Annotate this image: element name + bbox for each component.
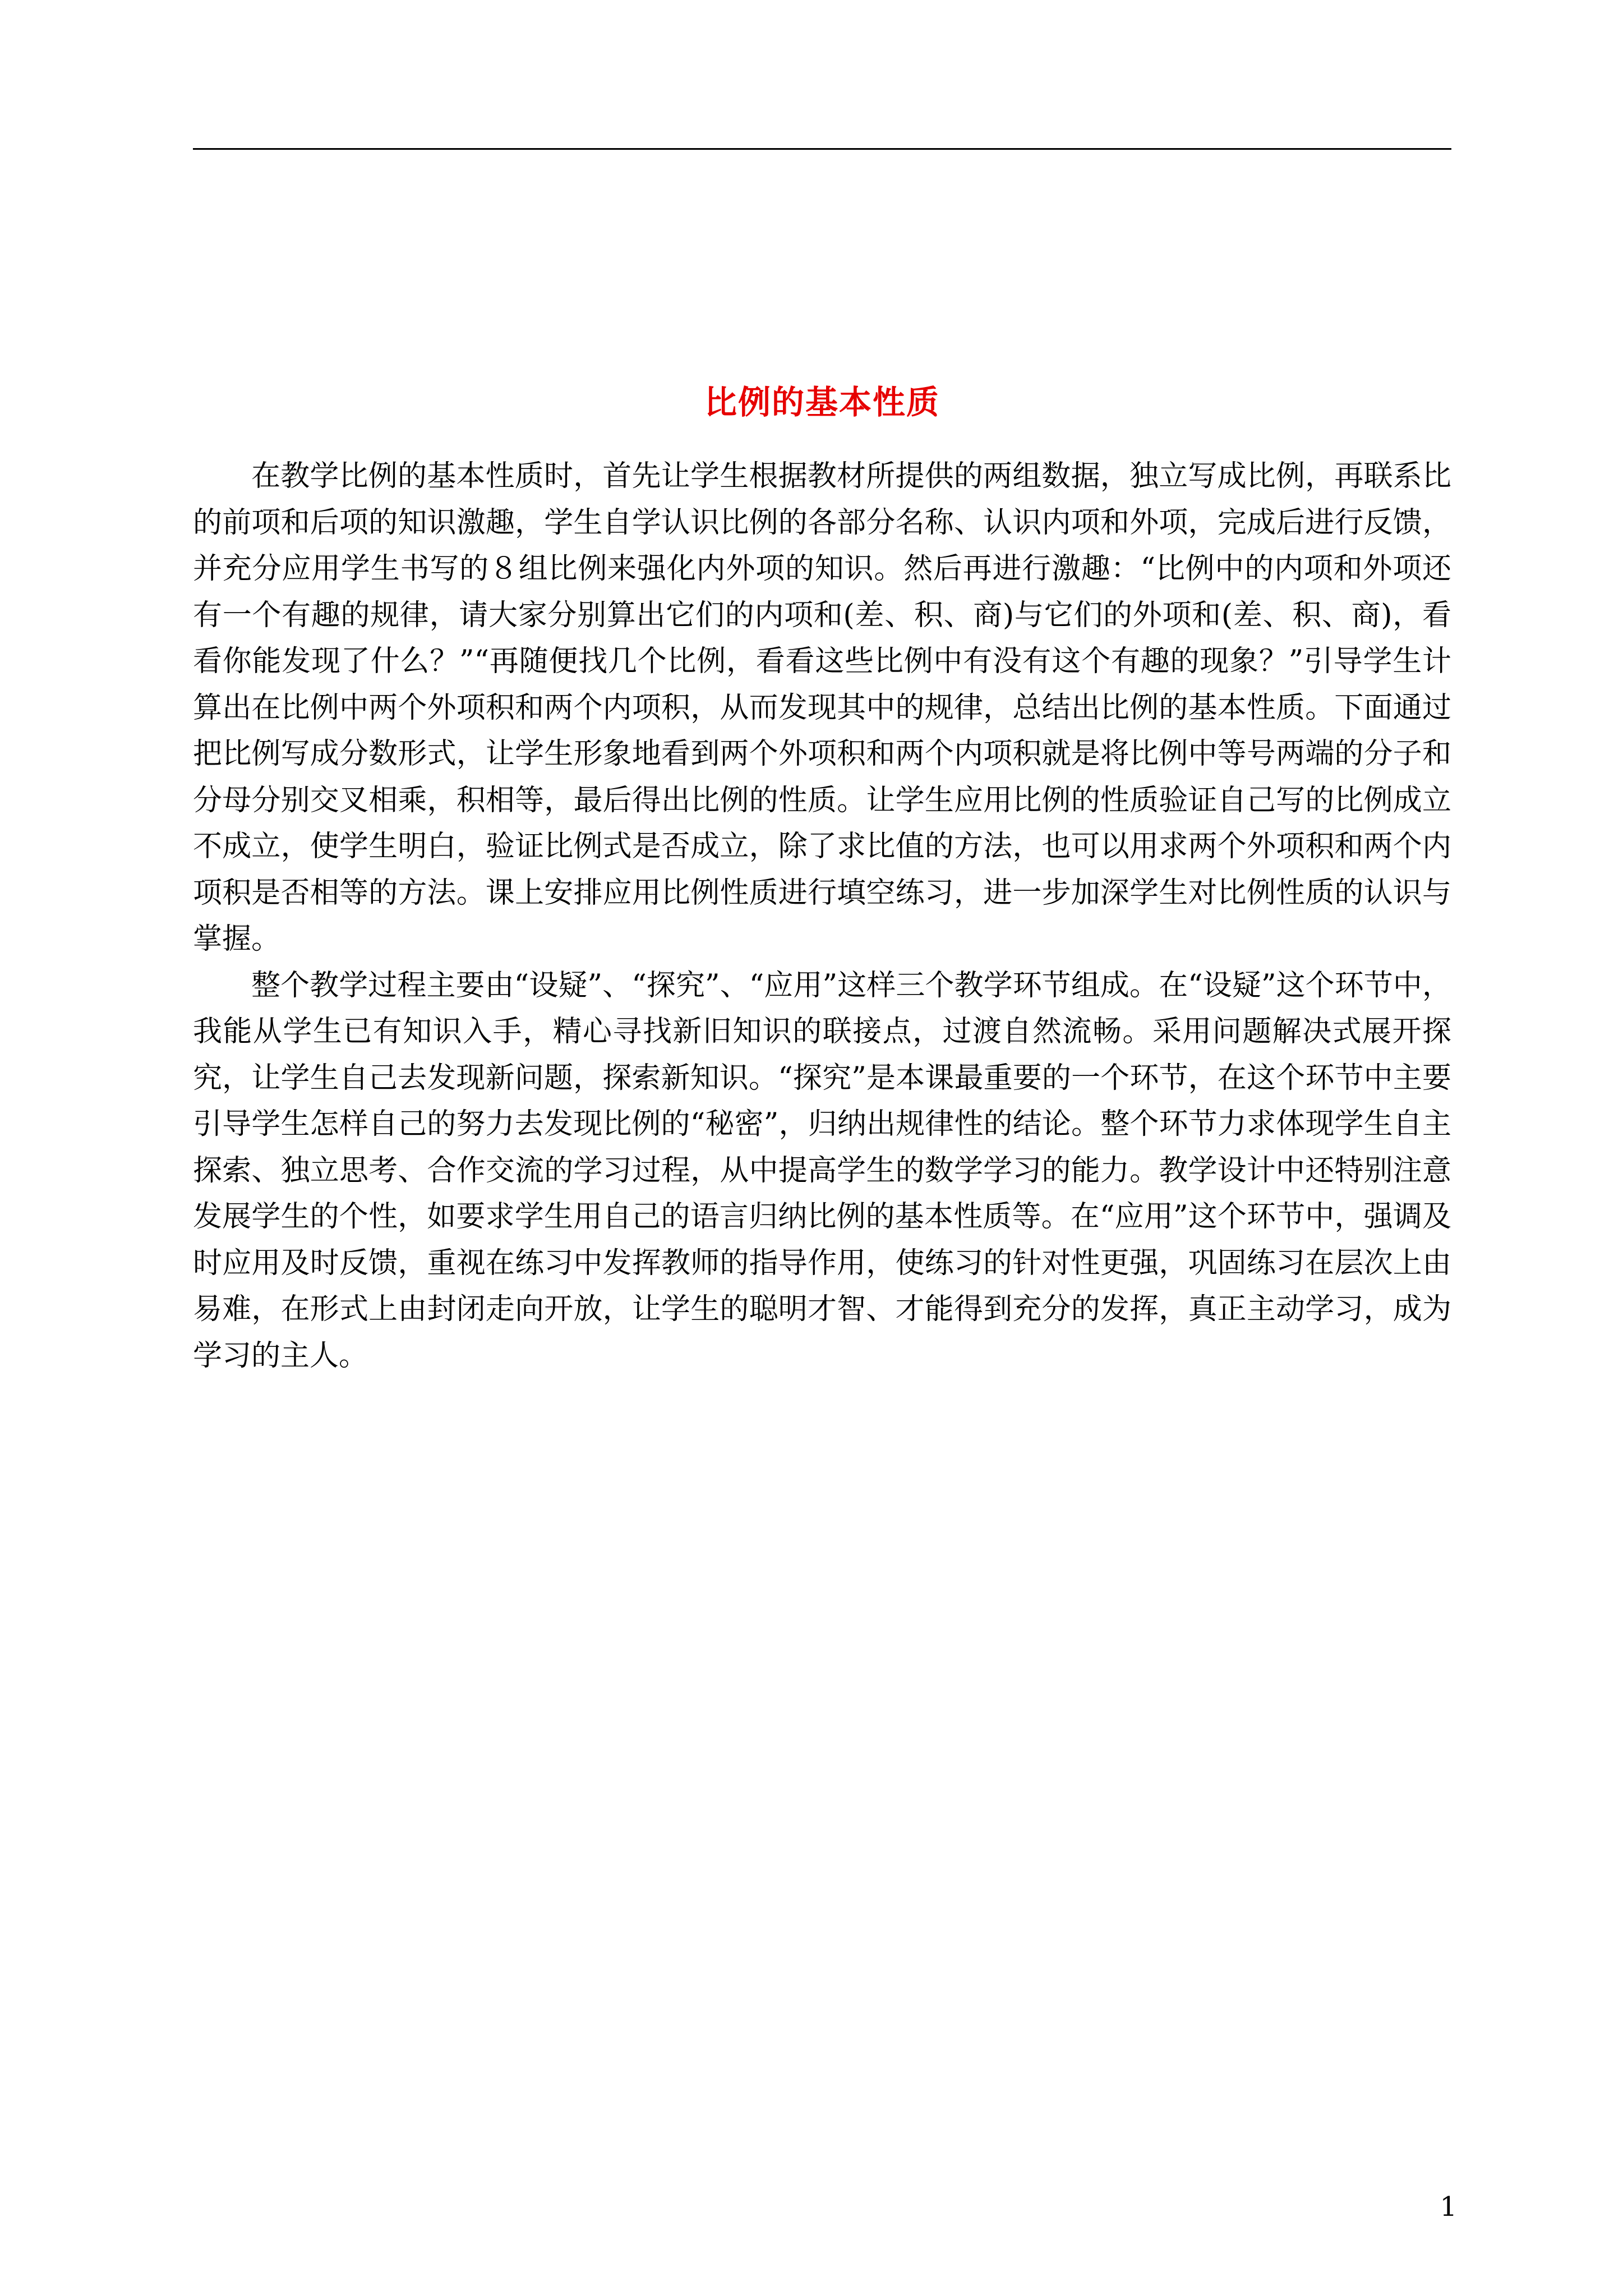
- body-paragraph-2: 整个教学过程主要由“设疑”、“探究”、“应用”这样三个教学环节组成。在“设疑”这个环节中，我能从学生已有知识入手，精心寻找新旧知识的联接点，过渡自然流畅。采用问题解决式展开探究，让学生自己去发现新问题，探索新知识。“探究”是本课最重要的一个环节，在这个环节中主要引导学生怎样自己的努力去发现比例的“秘密”，归纳出规律性的结论。整个环节力求体现学生自主探索、独立思考、合作交流的学习过程，从中提高学生的数学学习的能力。教学设计中还特别注意发展学生的个性，如要求学生用自己的语言归纳比例的基本性质等。在“应用”这个环节中，强调及时应用及时反馈，重视在练习中发挥教师的指导作用，使练习的针对性更强，巩固练习在层次上由易难，在形式上由封闭走向开放，让学生的聪明才智、才能得到充分的发挥，真正主动学习，成为学习的主人。: [193, 968, 1451, 1373]
- body-paragraph-1: 在教学比例的基本性质时，首先让学生根据教材所提供的两组数据，独立写成比例，再联系比的前项和后项的知识激趣，学生自学认识比例的各部分名称、认识内项和外项，完成后进行反馈，并充分应用学生书写的８组比例来强化内外项的知识。然后再进行激趣：“比例中的内项和外项还有一个有趣的规律，请大家分别算出它们的内项和(差、积、商)与它们的外项和(差、积、商)，看看你能发现了什么？”“再随便找几个比例，看看这些比例中有没有这个有趣的现象？”引导学生计算出在比例中两个外项积和两个内项积，从而发现其中的规律，总结出比例的基本性质。下面通过把比例写成分数形式，让学生形象地看到两个外项积和两个内项积就是将比例中等号两端的分子和分母分别交叉相乘，积相等，最后得出比例的性质。让学生应用比例的性质验证自己写的比例成立不成立，使学生明白，验证比例式是否成立，除了求比值的方法，也可以用求两个外项积和两个内项积是否相等的方法。课上安排应用比例性质进行填空练习，进一步加深学生对比例性质的认识与掌握。: [193, 459, 1451, 956]
- document-body: [193, 453, 1451, 1379]
- page-number: 1: [1440, 2191, 1457, 2223]
- header-rule: [193, 148, 1451, 150]
- document-title: 比例的基本性质: [704, 383, 940, 421]
